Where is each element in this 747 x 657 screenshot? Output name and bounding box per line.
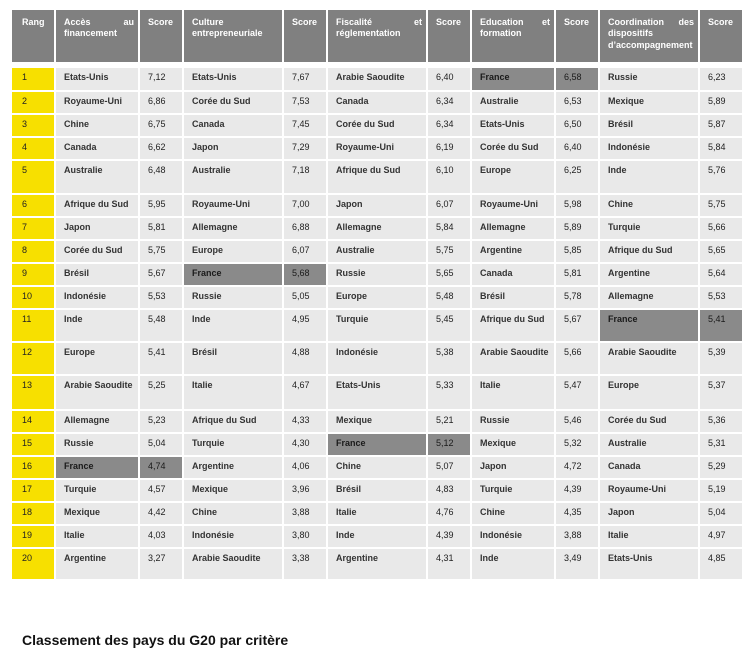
country-cell: Allemagne (328, 216, 426, 239)
score-cell: 5,84 (700, 136, 742, 159)
score-cell: 5,48 (140, 308, 182, 341)
country-cell: Mexique (56, 501, 138, 524)
table-row (12, 409, 742, 432)
country-cell: Allemagne (184, 216, 282, 239)
country-cell: Italie (600, 524, 698, 547)
country-cell: Canada (328, 90, 426, 113)
country-cell: Indonésie (328, 341, 426, 374)
score-cell: 7,29 (284, 136, 326, 159)
country-cell: Russie (56, 432, 138, 455)
country-cell: Turquie (472, 478, 554, 501)
score-cell: 6,62 (140, 136, 182, 159)
table-row (12, 239, 742, 262)
score-cell: 5,89 (556, 216, 598, 239)
score-cell: 6,07 (284, 239, 326, 262)
score-cell: 5,64 (700, 262, 742, 285)
score-cell: 6,25 (556, 159, 598, 193)
country-cell: Mexique (328, 409, 426, 432)
country-cell: Afrique du Sud (328, 159, 426, 193)
country-cell: Argentine (328, 547, 426, 579)
score-cell: 4,35 (556, 501, 598, 524)
score-cell: 6,53 (556, 90, 598, 113)
score-cell: 5,39 (700, 341, 742, 374)
score-cell: 5,75 (700, 193, 742, 216)
header-culture-entrepreneuriale: Culture entrepreneuriale (184, 10, 282, 66)
country-cell: Inde (56, 308, 138, 341)
country-cell: Turquie (184, 432, 282, 455)
table-row (12, 547, 742, 579)
score-cell: 4,83 (428, 478, 470, 501)
rank-cell: 14 (12, 409, 54, 432)
country-cell: Japon (184, 136, 282, 159)
country-cell: Argentine (184, 455, 282, 478)
rank-cell: 4 (12, 136, 54, 159)
score-cell: 7,67 (284, 66, 326, 90)
country-cell: Allemagne (56, 409, 138, 432)
country-cell: Arabie Saoudite (328, 66, 426, 90)
table-row (12, 432, 742, 455)
score-cell: 3,88 (284, 501, 326, 524)
country-cell: Indonésie (472, 524, 554, 547)
rank-cell: 15 (12, 432, 54, 455)
country-cell: Australie (472, 90, 554, 113)
table-row (12, 262, 742, 285)
score-cell: 5,78 (556, 285, 598, 308)
country-cell: Argentine (472, 239, 554, 262)
table-caption: Classement des pays du G20 par critère (22, 632, 289, 648)
country-cell: Canada (184, 113, 282, 136)
country-cell: Russie (328, 262, 426, 285)
country-cell: France (184, 262, 282, 285)
rank-cell: 20 (12, 547, 54, 579)
score-cell: 7,18 (284, 159, 326, 193)
country-cell: France (472, 66, 554, 90)
header-fiscalite-reglementation: Fiscalité et réglementation (328, 10, 426, 66)
country-cell: France (328, 432, 426, 455)
score-cell: 5,32 (556, 432, 598, 455)
score-cell: 5,05 (284, 285, 326, 308)
country-cell: Inde (600, 159, 698, 193)
score-cell: 6,07 (428, 193, 470, 216)
table-row (12, 193, 742, 216)
country-cell: Japon (56, 216, 138, 239)
country-cell: Afrique du Sud (472, 308, 554, 341)
score-cell: 5,19 (700, 478, 742, 501)
score-cell: 5,67 (140, 262, 182, 285)
country-cell: Turquie (328, 308, 426, 341)
score-cell: 3,27 (140, 547, 182, 579)
score-cell: 4,72 (556, 455, 598, 478)
country-cell: Etats-Unis (184, 66, 282, 90)
country-cell: Inde (184, 308, 282, 341)
country-cell: Europe (184, 239, 282, 262)
country-cell: Arabie Saoudite (184, 547, 282, 579)
country-cell: Allemagne (600, 285, 698, 308)
score-cell: 4,39 (428, 524, 470, 547)
score-cell: 5,53 (140, 285, 182, 308)
score-cell: 5,31 (700, 432, 742, 455)
country-cell: Brésil (184, 341, 282, 374)
score-cell: 4,76 (428, 501, 470, 524)
table-row (12, 455, 742, 478)
country-cell: Canada (600, 455, 698, 478)
country-cell: France (56, 455, 138, 478)
score-cell: 3,38 (284, 547, 326, 579)
country-cell: Chine (600, 193, 698, 216)
score-cell: 5,76 (700, 159, 742, 193)
score-cell: 5,84 (428, 216, 470, 239)
score-cell: 7,45 (284, 113, 326, 136)
score-cell: 4,33 (284, 409, 326, 432)
rank-cell: 11 (12, 308, 54, 341)
score-cell: 6,86 (140, 90, 182, 113)
rank-cell: 9 (12, 262, 54, 285)
score-cell: 5,46 (556, 409, 598, 432)
score-cell: 4,42 (140, 501, 182, 524)
country-cell: Royaume-Uni (472, 193, 554, 216)
score-cell: 3,88 (556, 524, 598, 547)
score-cell: 4,67 (284, 374, 326, 409)
rank-cell: 7 (12, 216, 54, 239)
rank-cell: 13 (12, 374, 54, 409)
rank-cell: 16 (12, 455, 54, 478)
country-cell: Chine (472, 501, 554, 524)
score-cell: 5,29 (700, 455, 742, 478)
score-cell: 5,04 (700, 501, 742, 524)
score-cell: 5,81 (556, 262, 598, 285)
rank-cell: 2 (12, 90, 54, 113)
score-cell: 5,23 (140, 409, 182, 432)
country-cell: Royaume-Uni (600, 478, 698, 501)
score-cell: 5,04 (140, 432, 182, 455)
rank-cell: 3 (12, 113, 54, 136)
country-cell: France (600, 308, 698, 341)
score-cell: 4,03 (140, 524, 182, 547)
score-cell: 6,10 (428, 159, 470, 193)
country-cell: Italie (328, 501, 426, 524)
table-row (12, 136, 742, 159)
table-body (12, 66, 742, 579)
rank-cell: 18 (12, 501, 54, 524)
country-cell: Indonésie (600, 136, 698, 159)
table-row (12, 341, 742, 374)
score-cell: 5,81 (140, 216, 182, 239)
country-cell: Argentine (56, 547, 138, 579)
score-cell: 4,31 (428, 547, 470, 579)
header-education-formation: Education et formation (472, 10, 554, 66)
country-cell: Brésil (600, 113, 698, 136)
score-cell: 4,95 (284, 308, 326, 341)
rank-cell: 17 (12, 478, 54, 501)
country-cell: Canada (472, 262, 554, 285)
country-cell: Mexique (600, 90, 698, 113)
country-cell: Inde (328, 524, 426, 547)
country-cell: Indonésie (184, 524, 282, 547)
rank-cell: 1 (12, 66, 54, 90)
country-cell: Chine (328, 455, 426, 478)
score-cell: 5,67 (556, 308, 598, 341)
score-cell: 5,38 (428, 341, 470, 374)
country-cell: Brésil (328, 478, 426, 501)
country-cell: Europe (328, 285, 426, 308)
score-cell: 6,23 (700, 66, 742, 90)
country-cell: Brésil (56, 262, 138, 285)
score-cell: 6,58 (556, 66, 598, 90)
country-cell: Australie (600, 432, 698, 455)
score-cell: 4,57 (140, 478, 182, 501)
score-cell: 4,88 (284, 341, 326, 374)
country-cell: Europe (56, 341, 138, 374)
score-cell: 6,88 (284, 216, 326, 239)
country-cell: Corée du Sud (472, 136, 554, 159)
country-cell: Chine (56, 113, 138, 136)
ranking-table (10, 10, 744, 579)
country-cell: Arabie Saoudite (56, 374, 138, 409)
score-cell: 5,87 (700, 113, 742, 136)
country-cell: Corée du Sud (184, 90, 282, 113)
header-score: Score (700, 10, 742, 66)
score-cell: 5,25 (140, 374, 182, 409)
score-cell: 3,96 (284, 478, 326, 501)
score-cell: 5,65 (700, 239, 742, 262)
header-acces-financement: Accès au financement (56, 10, 138, 66)
table-row (12, 159, 742, 193)
score-cell: 6,48 (140, 159, 182, 193)
score-cell: 5,53 (700, 285, 742, 308)
country-cell: Australie (328, 239, 426, 262)
score-cell: 7,12 (140, 66, 182, 90)
table-row (12, 308, 742, 341)
score-cell: 5,65 (428, 262, 470, 285)
table-row (12, 285, 742, 308)
country-cell: Mexique (184, 478, 282, 501)
score-cell: 7,00 (284, 193, 326, 216)
table-row (12, 501, 742, 524)
score-cell: 3,80 (284, 524, 326, 547)
country-cell: Russie (600, 66, 698, 90)
country-cell: Corée du Sud (328, 113, 426, 136)
score-cell: 5,85 (556, 239, 598, 262)
country-cell: Afrique du Sud (184, 409, 282, 432)
score-cell: 5,68 (284, 262, 326, 285)
score-cell: 5,66 (700, 216, 742, 239)
table-row (12, 113, 742, 136)
country-cell: Royaume-Uni (56, 90, 138, 113)
score-cell: 6,19 (428, 136, 470, 159)
score-cell: 4,39 (556, 478, 598, 501)
score-cell: 5,98 (556, 193, 598, 216)
country-cell: Royaume-Uni (328, 136, 426, 159)
table-row (12, 374, 742, 409)
country-cell: Arabie Saoudite (600, 341, 698, 374)
country-cell: Italie (56, 524, 138, 547)
table-row (12, 90, 742, 113)
table-row (12, 478, 742, 501)
score-cell: 5,75 (140, 239, 182, 262)
score-cell: 4,30 (284, 432, 326, 455)
score-cell: 6,50 (556, 113, 598, 136)
score-cell: 6,34 (428, 113, 470, 136)
score-cell: 6,34 (428, 90, 470, 113)
rank-cell: 10 (12, 285, 54, 308)
table-row (12, 216, 742, 239)
score-cell: 6,40 (428, 66, 470, 90)
score-cell: 5,89 (700, 90, 742, 113)
header-score: Score (556, 10, 598, 66)
score-cell: 6,40 (556, 136, 598, 159)
rank-cell: 12 (12, 341, 54, 374)
score-cell: 4,85 (700, 547, 742, 579)
country-cell: Etats-Unis (328, 374, 426, 409)
country-cell: Australie (184, 159, 282, 193)
score-cell: 3,49 (556, 547, 598, 579)
table-row (12, 66, 742, 90)
country-cell: Argentine (600, 262, 698, 285)
country-cell: Arabie Saoudite (472, 341, 554, 374)
score-cell: 5,37 (700, 374, 742, 409)
country-cell: Allemagne (472, 216, 554, 239)
country-cell: Canada (56, 136, 138, 159)
country-cell: Japon (472, 455, 554, 478)
country-cell: Etats-Unis (600, 547, 698, 579)
header-score: Score (140, 10, 182, 66)
country-cell: Japon (600, 501, 698, 524)
country-cell: Afrique du Sud (56, 193, 138, 216)
country-cell: Corée du Sud (600, 409, 698, 432)
country-cell: Australie (56, 159, 138, 193)
score-cell: 5,33 (428, 374, 470, 409)
score-cell: 4,74 (140, 455, 182, 478)
rank-cell: 8 (12, 239, 54, 262)
score-cell: 5,12 (428, 432, 470, 455)
header-coordination-dispositifs: Coordination des dispositifs d’accompagnement (600, 10, 698, 66)
score-cell: 5,95 (140, 193, 182, 216)
country-cell: Mexique (472, 432, 554, 455)
score-cell: 5,41 (140, 341, 182, 374)
table-row (12, 524, 742, 547)
score-cell: 5,47 (556, 374, 598, 409)
header-score: Score (284, 10, 326, 66)
country-cell: Chine (184, 501, 282, 524)
country-cell: Etats-Unis (472, 113, 554, 136)
country-cell: Corée du Sud (56, 239, 138, 262)
score-cell: 5,66 (556, 341, 598, 374)
score-cell: 5,21 (428, 409, 470, 432)
country-cell: Inde (472, 547, 554, 579)
score-cell: 5,07 (428, 455, 470, 478)
score-cell: 7,53 (284, 90, 326, 113)
country-cell: Royaume-Uni (184, 193, 282, 216)
score-cell: 5,36 (700, 409, 742, 432)
country-cell: Italie (472, 374, 554, 409)
header-score: Score (428, 10, 470, 66)
rank-cell: 5 (12, 159, 54, 193)
country-cell: Italie (184, 374, 282, 409)
country-cell: Europe (600, 374, 698, 409)
country-cell: Afrique du Sud (600, 239, 698, 262)
score-cell: 5,48 (428, 285, 470, 308)
score-cell: 4,97 (700, 524, 742, 547)
score-cell: 5,41 (700, 308, 742, 341)
score-cell: 4,06 (284, 455, 326, 478)
country-cell: Europe (472, 159, 554, 193)
score-cell: 5,75 (428, 239, 470, 262)
country-cell: Etats-Unis (56, 66, 138, 90)
rank-cell: 19 (12, 524, 54, 547)
score-cell: 5,45 (428, 308, 470, 341)
rank-cell: 6 (12, 193, 54, 216)
header-rank: Rang (12, 10, 54, 66)
country-cell: Brésil (472, 285, 554, 308)
header-row (12, 10, 742, 66)
country-cell: Japon (328, 193, 426, 216)
country-cell: Indonésie (56, 285, 138, 308)
country-cell: Turquie (600, 216, 698, 239)
score-cell: 6,75 (140, 113, 182, 136)
country-cell: Russie (472, 409, 554, 432)
country-cell: Russie (184, 285, 282, 308)
country-cell: Turquie (56, 478, 138, 501)
